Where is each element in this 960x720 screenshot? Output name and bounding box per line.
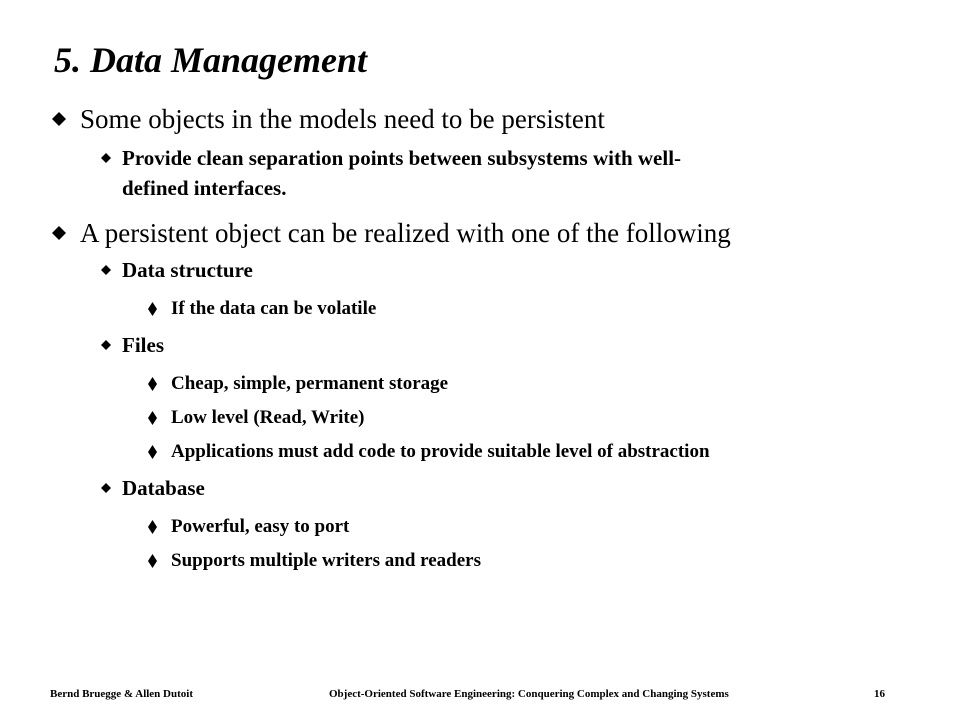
diamond-icon xyxy=(101,265,111,275)
subbullet-separation-line1: Provide clean separation points between subsystems with well- xyxy=(122,146,682,170)
diamond-icon xyxy=(101,340,111,350)
diamond-icon xyxy=(101,483,111,493)
subsubbullet-volatile: If the data can be volatile xyxy=(171,298,377,319)
subsubbullet-easy-to-port: Powerful, easy to port xyxy=(171,516,350,537)
subbullet-data-structure: Data structure xyxy=(122,258,253,282)
footer-page-number: 16 xyxy=(874,688,885,700)
bullet-persistent-objects: Some objects in the models need to be persistent xyxy=(80,104,605,134)
footer-authors: Bernd Bruegge & Allen Dutoit xyxy=(50,688,193,700)
subbullet-separation-line2: defined interfaces. xyxy=(122,176,287,200)
subbullet-database: Database xyxy=(122,476,205,500)
small-diamond-icon xyxy=(148,520,157,534)
small-diamond-icon xyxy=(148,302,157,316)
small-diamond-icon xyxy=(148,411,157,425)
subsubbullet-low-level: Low level (Read, Write) xyxy=(171,407,365,428)
diamond-icon xyxy=(101,153,111,163)
slide-title: 5. Data Management xyxy=(54,40,368,80)
small-diamond-icon xyxy=(148,554,157,568)
subsubbullet-abstraction: Applications must add code to provide suitable level of abstraction xyxy=(171,441,710,462)
footer-book-title: Object-Oriented Software Engineering: Conquering Complex and Changing Systems xyxy=(329,688,729,700)
diamond-icon xyxy=(52,112,66,126)
small-diamond-icon xyxy=(148,377,157,391)
subsubbullet-multiple-writers: Supports multiple writers and readers xyxy=(171,550,481,571)
subbullet-files: Files xyxy=(122,333,164,357)
small-diamond-icon xyxy=(148,445,157,459)
subsubbullet-cheap-storage: Cheap, simple, permanent storage xyxy=(171,373,449,394)
diamond-icon xyxy=(52,226,66,240)
bullet-persistent-realization: A persistent object can be realized with one of the following xyxy=(80,218,731,248)
